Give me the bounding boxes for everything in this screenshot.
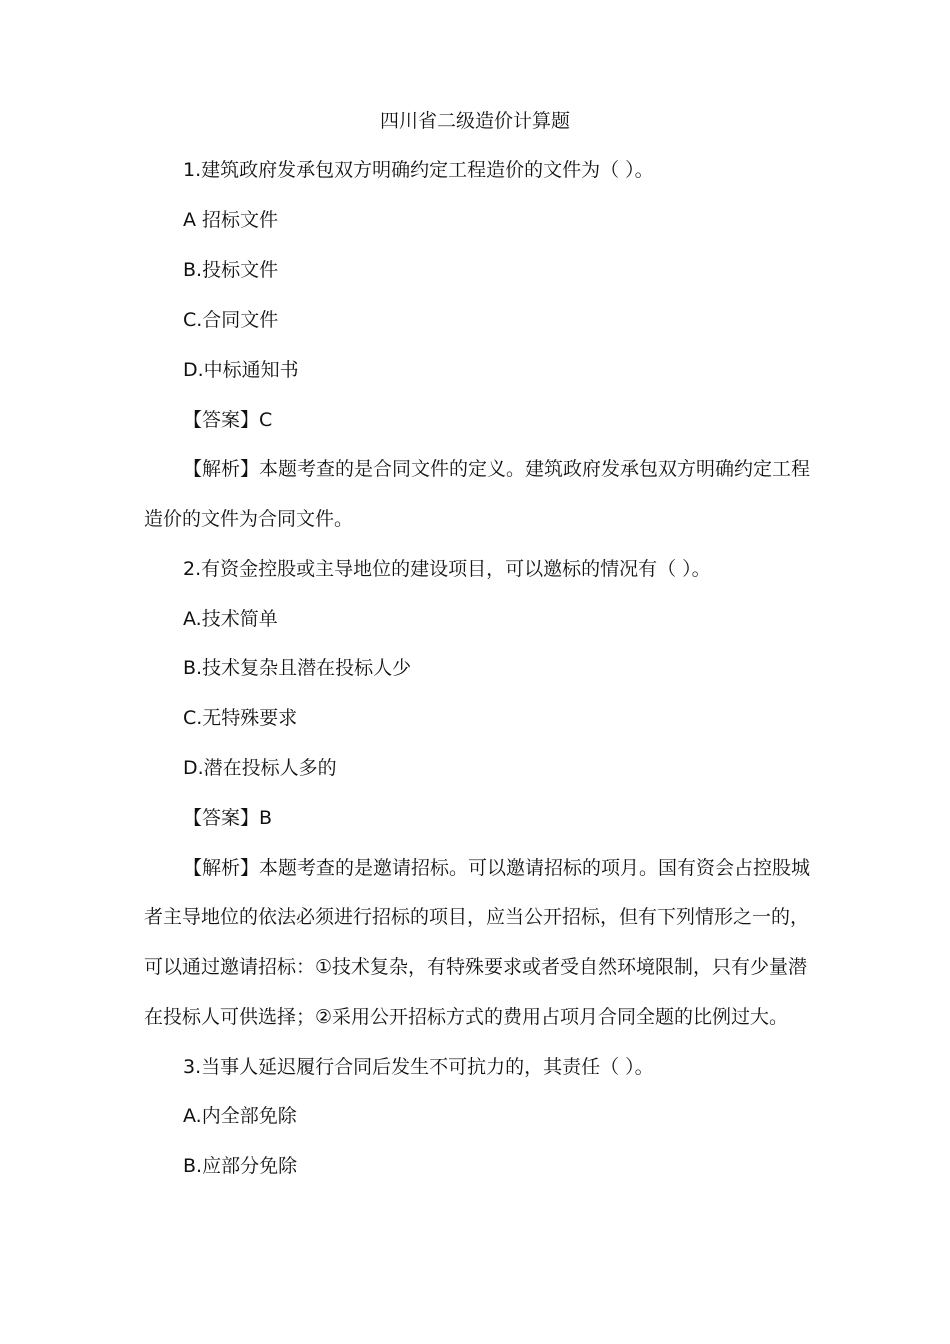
- question-3-option-b: B.应部分免除: [183, 1155, 298, 1177]
- question-2-analysis-line: 者主导地位的依法必须进行招标的项目，应当公开招标，但有下列情形之一的，: [144, 906, 810, 928]
- question-1-stem: 1.建筑政府发承包双方明确约定工程造价的文件为（ ）。: [183, 159, 654, 181]
- question-2-option-c: C.无特殊要求: [183, 707, 298, 729]
- question-1-option-c: C.合同文件: [183, 309, 279, 331]
- question-2-analysis-line: 在投标人可供选择；②采用公开招标方式的费用占项月合同全题的比例过大。: [144, 1006, 789, 1028]
- question-2-option-d: D.潜在投标人多的: [183, 757, 337, 779]
- question-2-analysis-line: 【解析】本题考查的是邀请招标。可以邀请招标的项月。国有资会占控股城: [183, 857, 811, 879]
- question-1-option-a: A 招标文件: [183, 209, 279, 231]
- question-1-answer: 【答案】C: [183, 409, 273, 431]
- question-1-analysis-line: 【解析】本题考查的是合同文件的定义。建筑政府发承包双方明确约定工程: [183, 458, 811, 480]
- question-3-option-a: A.内全部免除: [183, 1105, 297, 1127]
- question-2-stem: 2.有资金控股或主导地位的建设项目，可以邀标的情况有（ ）。: [183, 558, 711, 580]
- question-1-analysis-line: 造价的文件为合同文件。: [144, 508, 354, 530]
- question-2-option-b: B.技术复杂且潜在投标人少: [183, 657, 412, 679]
- question-1-option-b: B.投标文件: [183, 259, 279, 281]
- question-2-analysis-line: 可以通过邀请招标：①技术复杂，有特殊要求或者受自然环境限制，只有少量潜: [144, 956, 808, 978]
- question-3-stem: 3.当事人延迟履行合同后发生不可抗力的，其责任（ ）。: [183, 1056, 654, 1078]
- question-2-option-a: A.技术简单: [183, 608, 278, 630]
- question-1-option-d: D.中标通知书: [183, 359, 299, 381]
- question-2-answer: 【答案】B: [183, 807, 273, 829]
- document-title: 四川省二级造价计算题: [379, 110, 570, 132]
